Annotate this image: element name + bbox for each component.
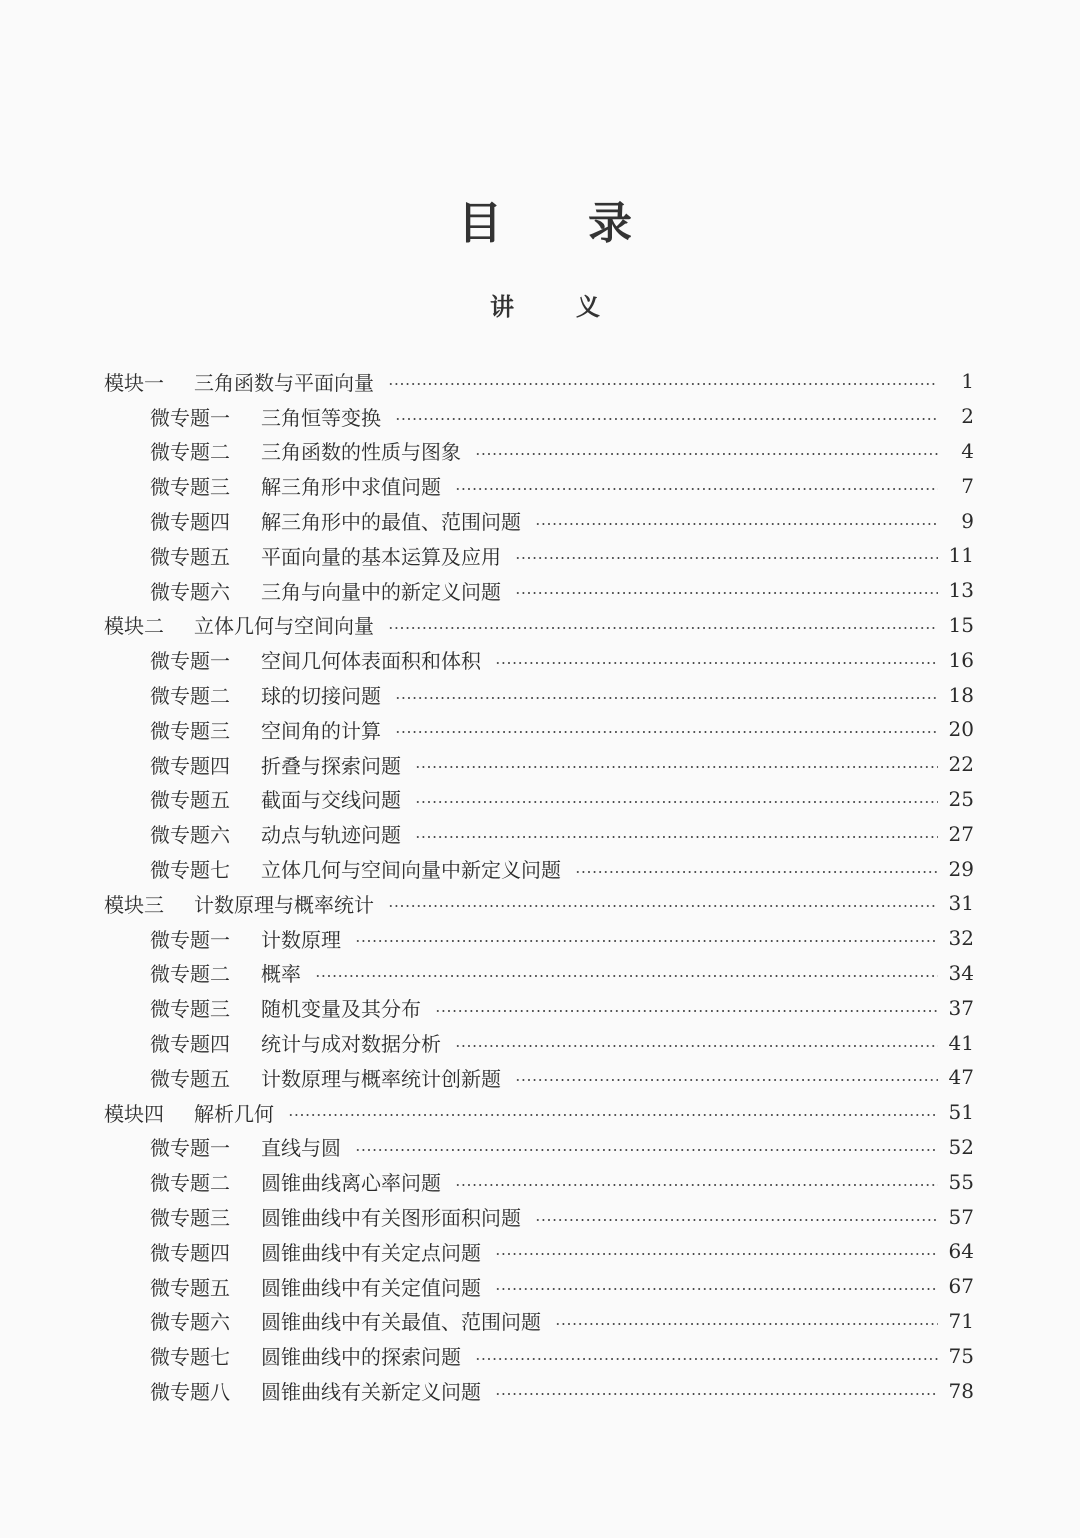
entry-label: 微专题七 (150, 858, 230, 883)
toc-topic-entry (104, 1269, 974, 1304)
entry-label: 微专题四 (150, 510, 230, 535)
dot-leader (495, 1393, 938, 1395)
entry-title: 圆锥曲线中的探索问题 (261, 1345, 461, 1370)
toc-topic-entry (104, 677, 974, 712)
page-number: 31 (948, 891, 974, 916)
toc-topic-entry (104, 1130, 974, 1165)
dot-leader (475, 1358, 938, 1360)
entry-title: 立体几何与空间向量中新定义问题 (261, 858, 561, 883)
page-number: 16 (948, 647, 974, 672)
toc-module-entry (104, 608, 974, 643)
entry-title: 平面向量的基本运算及应用 (261, 544, 501, 569)
toc-topic-entry (104, 1164, 974, 1199)
entry-label: 微专题三 (150, 1206, 230, 1231)
entry-title: 圆锥曲线离心率问题 (261, 1171, 441, 1196)
dot-leader (455, 1184, 938, 1186)
entry-title: 解三角形中求值问题 (261, 475, 441, 500)
toc-topic-entry (104, 399, 974, 434)
entry-title: 圆锥曲线中有关最值、范围问题 (261, 1310, 541, 1335)
entry-title: 圆锥曲线中有关定值问题 (261, 1275, 481, 1300)
dot-leader (555, 1323, 938, 1325)
page-number: 25 (948, 786, 974, 811)
entry-label: 微专题四 (150, 753, 230, 778)
page-number: 11 (948, 543, 974, 568)
dot-leader (475, 453, 938, 455)
dot-leader (455, 488, 938, 490)
entry-label: 模块二 (104, 614, 164, 639)
entry-label: 微专题六 (150, 1310, 230, 1335)
toc-topic-entry (104, 747, 974, 782)
entry-label: 模块一 (104, 370, 164, 395)
entry-label: 微专题七 (150, 1345, 230, 1370)
page-title: 目录 (458, 198, 718, 249)
dot-leader (355, 1149, 938, 1151)
toc-topic-entry (104, 434, 974, 469)
entry-label: 微专题五 (150, 1275, 230, 1300)
toc-topic-entry (104, 1304, 974, 1339)
entry-label: 微专题四 (150, 1240, 230, 1265)
page-number: 75 (948, 1343, 974, 1368)
page-number: 18 (948, 682, 974, 707)
entry-label: 微专题三 (150, 475, 230, 500)
dot-leader (535, 523, 938, 525)
dot-leader (495, 1288, 938, 1290)
toc-topic-entry (104, 1338, 974, 1373)
page-number: 2 (961, 404, 974, 429)
toc-topic-entry (104, 468, 974, 503)
toc-topic-entry (104, 1373, 974, 1408)
entry-label: 微专题一 (150, 405, 230, 430)
entry-label: 微专题一 (150, 1136, 230, 1161)
page-number: 22 (948, 752, 974, 777)
page-number: 4 (961, 438, 974, 463)
entry-title: 空间角的计算 (261, 718, 381, 743)
toc-topic-entry (104, 642, 974, 677)
entry-title: 统计与成对数据分析 (261, 1032, 441, 1057)
dot-leader (395, 418, 938, 420)
entry-label: 微专题三 (150, 718, 230, 743)
toc-topic-entry (104, 712, 974, 747)
entry-label: 微专题二 (150, 440, 230, 465)
entry-label: 微专题六 (150, 823, 230, 848)
entry-title: 计数原理 (261, 927, 341, 952)
dot-leader (395, 697, 938, 699)
dot-leader (388, 905, 938, 907)
entry-title: 计数原理与概率统计创新题 (261, 1066, 501, 1091)
dot-leader (355, 940, 938, 942)
entry-label: 微专题四 (150, 1032, 230, 1057)
dot-leader (395, 731, 938, 733)
toc-topic-entry (104, 1234, 974, 1269)
toc-topic-entry (104, 990, 974, 1025)
page-number: 32 (948, 926, 974, 951)
page-number: 41 (948, 1030, 974, 1055)
toc-topic-entry (104, 1060, 974, 1095)
page-number: 9 (961, 508, 974, 533)
page-number: 51 (948, 1100, 974, 1125)
entry-title: 概率 (261, 962, 301, 987)
entry-label: 微专题二 (150, 1171, 230, 1196)
page-number: 52 (948, 1134, 974, 1159)
entry-label: 微专题五 (150, 1066, 230, 1091)
toc-topic-entry (104, 851, 974, 886)
dot-leader (388, 627, 938, 629)
entry-title: 空间几何体表面积和体积 (261, 649, 481, 674)
entry-label: 微专题五 (150, 788, 230, 813)
toc-topic-entry (104, 503, 974, 538)
page-number: 13 (948, 578, 974, 603)
toc-module-entry (104, 886, 974, 921)
entry-title: 三角函数的性质与图象 (261, 440, 461, 465)
entry-label: 微专题一 (150, 649, 230, 674)
dot-leader (495, 662, 938, 664)
entry-label: 模块三 (104, 892, 164, 917)
page-number: 78 (948, 1378, 974, 1403)
page-number: 37 (948, 995, 974, 1020)
toc-topic-entry (104, 816, 974, 851)
entry-title: 圆锥曲线中有关定点问题 (261, 1240, 481, 1265)
table-of-contents (104, 364, 974, 1408)
entry-label: 微专题八 (150, 1380, 230, 1404)
entry-label: 微专题六 (150, 579, 230, 604)
toc-topic-entry (104, 538, 974, 573)
toc-topic-entry (104, 573, 974, 608)
entry-label: 模块四 (104, 1101, 164, 1126)
dot-leader (435, 1010, 938, 1012)
dot-leader (495, 1253, 938, 1255)
dot-leader (455, 1045, 938, 1047)
toc-module-entry (104, 364, 974, 399)
entry-label: 微专题三 (150, 997, 230, 1022)
dot-leader (515, 1079, 938, 1081)
entry-title: 动点与轨迹问题 (261, 823, 401, 848)
page-number: 57 (948, 1204, 974, 1229)
dot-leader (575, 871, 938, 873)
page-number: 34 (948, 960, 974, 985)
page-number: 15 (948, 612, 974, 637)
entry-title: 折叠与探索问题 (261, 753, 401, 778)
page-number: 71 (948, 1308, 974, 1333)
dot-leader (535, 1219, 938, 1221)
entry-title: 球的切接问题 (261, 684, 381, 709)
entry-title: 计数原理与概率统计 (194, 892, 374, 917)
dot-leader (315, 975, 938, 977)
page-number: 29 (948, 856, 974, 881)
dot-leader (415, 801, 938, 803)
page-number: 55 (948, 1169, 974, 1194)
entry-label: 微专题五 (150, 544, 230, 569)
entry-title: 圆锥曲线有关新定义问题 (261, 1380, 481, 1404)
toc-topic-entry (104, 956, 974, 991)
dot-leader (515, 557, 938, 559)
entry-title: 直线与圆 (261, 1136, 341, 1161)
entry-title: 圆锥曲线中有关图形面积问题 (261, 1206, 521, 1231)
page-number: 67 (948, 1274, 974, 1299)
toc-module-entry (104, 1095, 974, 1130)
toc-topic-entry (104, 1025, 974, 1060)
dot-leader (288, 1114, 938, 1116)
page-number: 7 (961, 473, 974, 498)
entry-label: 微专题一 (150, 927, 230, 952)
page-number: 64 (948, 1239, 974, 1264)
toc-topic-entry (104, 782, 974, 817)
entry-title: 随机变量及其分布 (261, 997, 421, 1022)
toc-topic-entry (104, 1199, 974, 1234)
dot-leader (415, 836, 938, 838)
dot-leader (415, 766, 938, 768)
dot-leader (515, 592, 938, 594)
entry-title: 解析几何 (194, 1101, 274, 1126)
toc-topic-entry (104, 921, 974, 956)
entry-label: 微专题二 (150, 684, 230, 709)
entry-title: 立体几何与空间向量 (194, 614, 374, 639)
entry-title: 三角恒等变换 (261, 405, 381, 430)
entry-title: 解三角形中的最值、范围问题 (261, 510, 521, 535)
page-number: 47 (948, 1065, 974, 1090)
page-number: 27 (948, 821, 974, 846)
page-number: 20 (948, 717, 974, 742)
entry-title: 三角函数与平面向量 (194, 370, 374, 395)
entry-label: 微专题二 (150, 962, 230, 987)
dot-leader (388, 383, 938, 385)
entry-title: 三角与向量中的新定义问题 (261, 579, 501, 604)
entry-title: 截面与交线问题 (261, 788, 401, 813)
page-number: 1 (961, 369, 974, 394)
section-title: 讲义 (490, 293, 662, 321)
